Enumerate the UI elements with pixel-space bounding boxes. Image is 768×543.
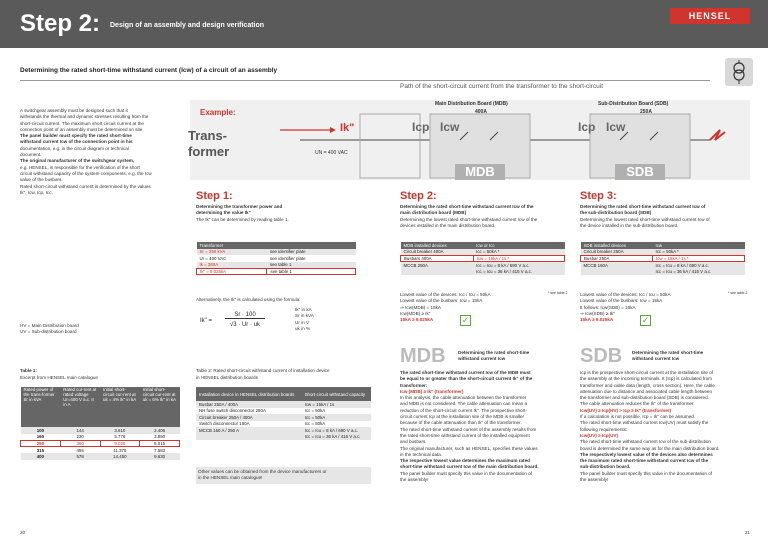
- step2-result: Lowest value of the devices: Icc / Icu = 50kA Lowest value of the busbars: Icw = 15kA ⇒ Icw(MDB) = 15kA Icw(MDB) ≥ Ik" 15kA ≥ 9.025kA: [400, 292, 491, 323]
- sdb-icw-label: Icw: [606, 120, 626, 134]
- mdb-rating: 400A: [475, 109, 487, 115]
- step3-note: * see table 2: [728, 291, 748, 295]
- sdb-rating: 250A: [640, 109, 652, 115]
- step1-title: Step 1:: [196, 190, 233, 202]
- step2-title: Step 2:: [400, 190, 437, 202]
- ik-label: Ik": [340, 122, 355, 134]
- intro-text: A switchgear assembly must be designed such that it withstands the thermal and dynamic stresses resulting from the short-circuit current. The maximum short circuit current at the connection point of an assembly must be determined on site. The panel builder must specify the rated short-time withstand current Icw of the connection point in his documentation, e.g. in the circuit diagram or technical document. The original manufacturer of the switchgear system, e.g. HENSEL, is responsible for the verification of the short circuit withstand capacity of the system components, e.g. the Icw value of the busbars. Rated short-circuit withstand current is determined by the values Ik", Icw, Icp, Icc.: [20, 108, 152, 195]
- page-step-title: Step 2:: [20, 10, 101, 37]
- legend: HV = Main Distribution board UV = Sub-distribution board: [20, 323, 79, 335]
- sdb-section-text: Icp is the prospective short-circuit current at the installation site of the assembly at the incoming terminals. It (Icp) is calculated from transformer and cable data (length, cross section). Here, the cable attenuation due to distance and associated cable length between the transformer and sub-distribution board (SDB) is considered. The cable attenuation reduces the Ik" of the transformer. Icw(UV) ≥ Icp(HV) > Icp ≥ Ik" (transformer) If a calculation is not possible, Icp = Ik" can be assumed. The rated short-time withstand current Icw(UV) must satisfy the following requirements: Icw(UV) ≥ Icp(UV) The rated short-time withstand current Icw of the sub-distribution board is determined the same way as for the main distribution board. The respectively lowest value of the devices also determines the maximum rated short-time withstand current Icw of the sub-distribution board. The panel builder must specify this value in the documentation of the assembly!: [580, 370, 720, 483]
- divider: [20, 80, 710, 81]
- table2: Installation device in HENSEL distribution boards Short-circuit withstand capacity Busbar 250A / 400A Icw = 15kA / 1s NH fuse switch disconnector 250A Icc = 50kA Circuit breaker 250A / 400A Icc = 50kA Switch disconnector 160A Icc = 50kA MCCB 160 A / 250 A Icc = Icu = 8 kA / 690 V a.c. Icc = Icu = 36 kA / 415 V a.c.: [196, 387, 371, 440]
- step2-table: MDB installed devices Icw or Icc Circuit breaker 400A Icc = 50kA * Busbars 400A Icw = 15kA / 1s * MCCB 250A Icc = Icu = 8 kA / 690 V a.c. Icc = Icu = 36 kA / 415 V a.c.: [400, 242, 565, 275]
- step2-text: Determining the rated short-time withstand current Icw of the main distribution board (MDB) Determining the lowest rated short-time withstand current Icw of the devices installed in the main distribution board.: [400, 204, 538, 228]
- example-label: Example:: [200, 108, 236, 117]
- step3-result: Lowest value of the devices: Icc / Icu = 50kA Lowest value of the busbars: Icw = 15kA It follows: Icw(SDB) = 15kA ⇒ Icw(SDB) ≥ Ik" 15kA ≥ 9.025kA: [580, 292, 671, 323]
- step3-table: SDB installed devices Icw Circuit breaker 250A Icc = 50kA * Busbar 250A Icw = 15kA / 1s * MCCB 160A Icc = Icu = 8 kA / 690 V a.c. Icc = Icu = 36 kA / 415 V a.c.: [580, 242, 745, 275]
- formula-denominator: √3 · Ur · uk: [230, 322, 260, 328]
- mdb-section-text: The rated short-time withstand current Icw of the MDB must be equal to or greater than the short-circuit current Ik" of the transformer: Icw (MDB) ≥ Ik" (transformer) In this analysis, the cable attenuation between the transformer and MDB is not considered. The cable attenuation can mean a reduction of the short-circuit current Ik". The prospective short- circuit current Icp at the installation site of the MDB is smaller because of the cable attenuation than Ik" of the transformer. The rated short-time withstand current of the assembly results from the rated short-time withstand current of the installed equipment and busbars. The original manufacturer, such as HENSEL, specifies these values in the technical data. The respective lowest value determines the maximum rated short-time withstand current Icw of the main distribution board. The panel builder must specify this value in the documentation of the assembly!: [400, 370, 539, 483]
- step2-note: * see table 2: [548, 291, 568, 295]
- step1-text: Determining the transformer power and determining the value Ik" The Ik" can be determined by reading table 1.: [196, 204, 289, 222]
- page-number-left: 20: [20, 530, 26, 535]
- sdb-icp-label: Icp: [578, 120, 596, 134]
- mdb-icw-label: Icw: [440, 120, 460, 134]
- formula-units: Ik" in kA Sr in kVA Ur in V uk in %: [295, 307, 314, 331]
- table1-subtitle: Excerpt from HENSEL main catalogue: [20, 375, 98, 380]
- hensel-logo: HENSEL: [670, 8, 750, 24]
- page-step-subtitle: Design of an assembly and design verification: [110, 22, 265, 29]
- mdb-section-heading: Determining the rated short-time withstand current Icw: [458, 350, 530, 362]
- checkmark-icon: ✓: [461, 315, 470, 325]
- voltage-label: UN = 400 VAC: [315, 150, 348, 156]
- table1: Rated power of the trans-former Sr in kVA Rated cur-rent at rated voltage Ur=400 V a.c. Ir in A Initial short-circuit cur-rent at uk = 4% Ik" in kA Initial short-circuit cur-rent at uk = 6% Ik" in kA 100 144 3.610 2.406 160 230 5.776 3.850 250 360 9.025 6.015 315 455 11.375 7.583 400 578 14.450 9.630: [20, 387, 180, 460]
- formula-lhs: Ik" =: [200, 318, 212, 324]
- page-number-right: 21: [744, 530, 750, 535]
- step3-text: Determining the rated short-time withstand current Icw of the sub-distribution board (SDB) Determining the lowest rated short-time withstand current Icw of the device installed in the sub-distribution board.: [580, 204, 710, 228]
- mdb-box: MDB: [455, 164, 505, 180]
- mdb-title: Main Distribution Board (MDB): [435, 101, 508, 107]
- page-title: Determining the rated short-time withstand current (Icw) of a circuit of an assembly: [20, 67, 278, 74]
- step1-table: Transformer Sr = 250 kVA see identifier plate Ur = 400 VAC see identifier plate Ik = 360A see table 1 Ik" = 9.025kA see table 1: [196, 242, 356, 275]
- step3-title: Step 3:: [580, 190, 617, 202]
- formula-numerator: Sr · 100: [225, 312, 265, 319]
- table2-title: Table 2: Rated short-circuit withstand current of installation device: [196, 368, 330, 373]
- step1-alt-text: Alternatively, the Ik" is calculated using the formula:: [196, 297, 301, 302]
- path-title: Path of the short-circuit current from the transformer to the short-circuit: [400, 83, 604, 90]
- sdb-section-heading: Determining the rated short-time withstand current Icw: [632, 350, 704, 362]
- table2-footer: Other values can be obtained from the device manufacturers or in the HENSEL main catalogue!: [196, 467, 371, 484]
- mdb-icp-label: Icp: [412, 120, 430, 134]
- table2-subtitle: in HENSEL distribution boards: [196, 375, 258, 380]
- table1-title: Table 1:: [20, 368, 38, 373]
- mdb-section-label: MDB: [400, 345, 446, 367]
- checkmark-icon: ✓: [641, 315, 650, 325]
- sdb-section-label: SDB: [580, 345, 623, 367]
- sdb-title: Sub-Distribution Board (SDB): [598, 101, 669, 107]
- transformer-label-1: Trans-: [188, 128, 228, 143]
- transformer-label-2: former: [188, 144, 230, 159]
- transformer-icon: [725, 58, 753, 86]
- sdb-box: SDB: [615, 164, 665, 180]
